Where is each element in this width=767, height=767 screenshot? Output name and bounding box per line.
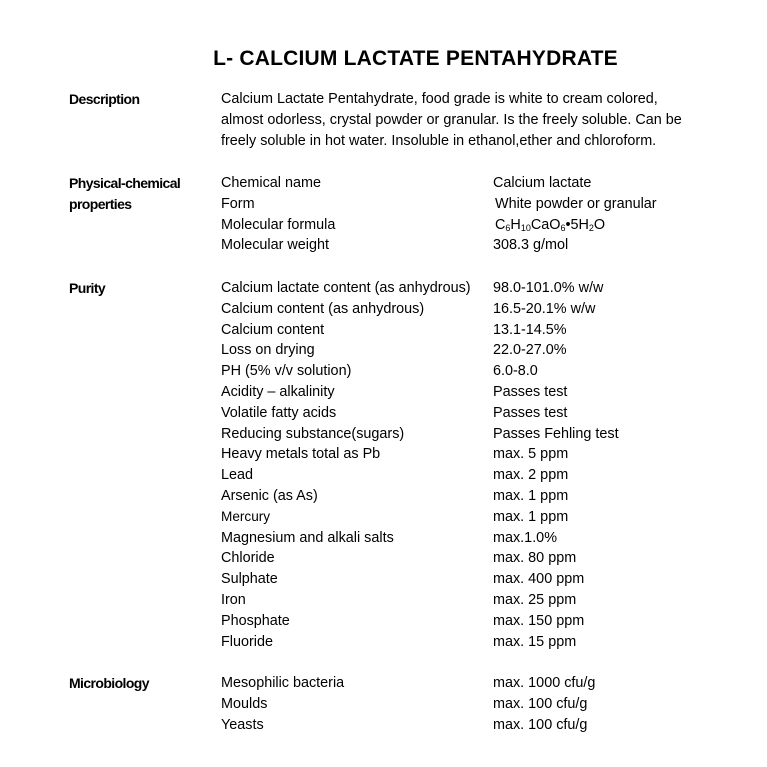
spec-value: max. 1 ppm bbox=[493, 488, 569, 504]
spec-name: Heavy metals total as Pb bbox=[221, 446, 381, 463]
spec-value: max. 5 ppm bbox=[493, 446, 569, 463]
document-title: L- CALCIUM LACTATE PENTAHYDRATE bbox=[213, 47, 618, 70]
spec-row bbox=[0, 715, 767, 736]
property-row bbox=[0, 173, 767, 194]
spec-value: Passes test bbox=[493, 384, 568, 400]
spec-value: 6.0-8.0 bbox=[493, 363, 538, 380]
spec-row bbox=[0, 694, 767, 715]
spec-name: PH (5% v/v solution) bbox=[221, 363, 352, 380]
spec-value: Passes Fehling test bbox=[493, 425, 619, 442]
spec-value: max. 400 ppm bbox=[493, 571, 585, 588]
property-name: Chemical name bbox=[221, 175, 321, 191]
spec-name: Loss on drying bbox=[221, 342, 315, 359]
spec-name: Lead bbox=[221, 467, 254, 484]
spec-value: max. 1 ppm bbox=[493, 508, 569, 525]
description-text: Calcium Lactate Pentahydrate, food grade is white to cream colored, almost odorless, crystal powder or granular. Is the freely soluble. Can be freely soluble in hot water. Insoluble in ethanol,ether and chloroform. bbox=[221, 91, 682, 149]
spec-row bbox=[0, 548, 767, 569]
property-value: Calcium lactate bbox=[493, 175, 592, 191]
spec-row bbox=[0, 340, 767, 361]
spec-row bbox=[0, 299, 767, 320]
spec-value: 13.1-14.5% bbox=[493, 321, 567, 338]
spec-name: Yeasts bbox=[221, 716, 264, 733]
spec-name: Volatile fatty acids bbox=[221, 404, 337, 421]
property-value: 308.3 g/mol bbox=[493, 237, 569, 254]
spec-name: Chloride bbox=[221, 550, 275, 567]
spec-value: max. 150 ppm bbox=[493, 612, 585, 629]
spec-row bbox=[0, 278, 767, 299]
spec-row bbox=[0, 320, 767, 341]
microbiology-label: Microbiology bbox=[69, 675, 149, 691]
spec-value: 16.5-20.1% w/w bbox=[493, 300, 596, 317]
purity-label: Purity bbox=[69, 280, 106, 296]
spec-name: Moulds bbox=[221, 695, 268, 712]
spec-row bbox=[0, 444, 767, 465]
spec-name: Sulphate bbox=[221, 571, 278, 588]
spec-value: max. 80 ppm bbox=[493, 550, 577, 567]
spec-name: Iron bbox=[221, 592, 246, 608]
property-row bbox=[0, 235, 767, 256]
spec-name: Fluoride bbox=[221, 633, 273, 650]
spec-row bbox=[0, 611, 767, 632]
spec-row bbox=[0, 569, 767, 590]
spec-value: max. 100 cfu/g bbox=[493, 695, 588, 712]
spec-name: Mesophilic bacteria bbox=[221, 675, 345, 691]
spec-name: Mercury bbox=[221, 508, 271, 524]
spec-name: Reducing substance(sugars) bbox=[221, 425, 405, 442]
spec-row bbox=[0, 465, 767, 486]
property-row bbox=[0, 215, 767, 236]
spec-value: max. 25 ppm bbox=[493, 592, 577, 608]
spec-row bbox=[0, 507, 767, 528]
molecular-formula-value: $C_6H_{10}CaO_6•5H_2O$ bbox=[495, 216, 606, 233]
spec-row bbox=[0, 382, 767, 403]
spec-name: Calcium content bbox=[221, 321, 325, 338]
spec-name: Calcium lactate content (as anhydrous) bbox=[221, 280, 471, 296]
spec-row bbox=[0, 424, 767, 445]
spec-name: Acidity – alkalinity bbox=[221, 384, 335, 400]
spec-row bbox=[0, 590, 767, 611]
property-name: Molecular formula bbox=[221, 216, 336, 233]
description-label: Description bbox=[69, 91, 140, 107]
spec-name: Phosphate bbox=[221, 612, 290, 629]
spec-name: Calcium content (as anhydrous) bbox=[221, 300, 425, 317]
spec-row bbox=[0, 528, 767, 549]
property-name: Molecular weight bbox=[221, 237, 329, 254]
property-value: White powder or granular bbox=[495, 195, 657, 212]
spec-row bbox=[0, 673, 767, 694]
spec-row bbox=[0, 486, 767, 507]
spec-value: max. 100 cfu/g bbox=[493, 716, 588, 733]
spec-value: max. 15 ppm bbox=[493, 633, 577, 650]
spec-name: Magnesium and alkali salts bbox=[221, 529, 394, 546]
spec-value: max.1.0% bbox=[493, 529, 557, 546]
spec-value: 22.0-27.0% bbox=[493, 342, 567, 359]
physical-chemical-label-line2: properties bbox=[69, 195, 132, 212]
physical-chemical-label-line1: Physical-chemical bbox=[69, 175, 181, 191]
spec-row bbox=[0, 632, 767, 653]
spec-value: max. 1000 cfu/g bbox=[493, 675, 596, 691]
spec-row bbox=[0, 403, 767, 424]
spec-value: max. 2 ppm bbox=[493, 467, 569, 484]
spec-row bbox=[0, 361, 767, 382]
property-row bbox=[0, 194, 767, 215]
spec-value: 98.0-101.0% w/w bbox=[493, 280, 604, 296]
property-name: Form bbox=[221, 195, 255, 212]
spec-value: Passes test bbox=[493, 404, 568, 421]
spec-name: Arsenic (as As) bbox=[221, 488, 318, 504]
